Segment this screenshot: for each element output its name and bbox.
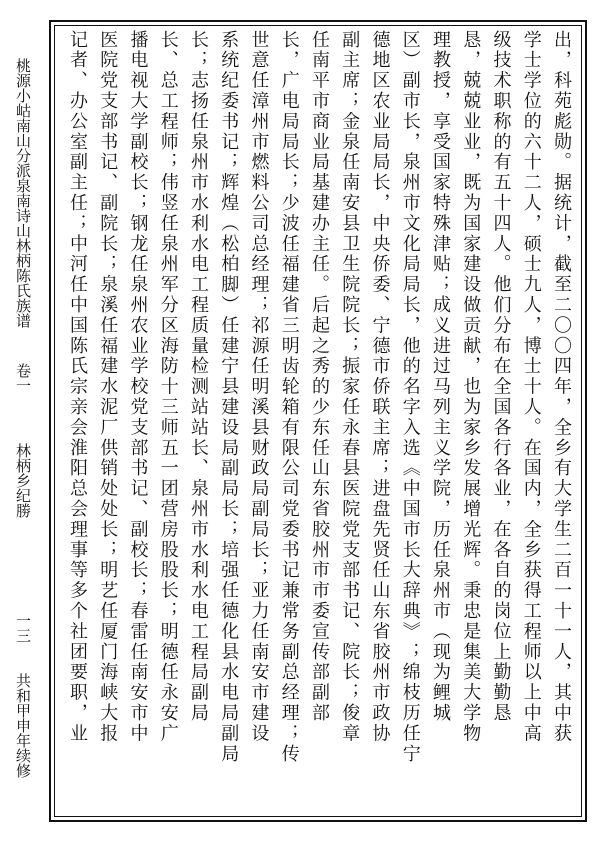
text-column-14: 长、总工程师；伟竖任泉州军分区海防十三师五一团营房股股长；明德任永安广	[157, 30, 179, 744]
edition-note: 共和甲申年续修	[14, 673, 32, 778]
text-column-3: 级技术职称的有五十四人。他们分布在全国各行各业，在各自的岗位上勤勤恳	[490, 30, 512, 724]
main-text	[62, 30, 576, 810]
text-column-8: 副主席；金泉任南安县卫生院院长；振家任永春县医院党支部书记、院长；俊章	[339, 30, 361, 744]
text-column-5: 理教授，享受国家特殊津贴；成义进过马列主义学院，历任泉州市（现为鲤城	[430, 30, 451, 724]
text-column-12: 系统纪委书记；辉煌（松柏脚）任建宁县建设局副局长；培强任德化县水电局副局	[218, 30, 240, 765]
text-column-10: 长，广电局局长；少波任福建省三明齿轮箱有限公司党委书记兼常务副总经理；传	[278, 30, 300, 765]
text-column-16: 医院党支部书记、副院长；泉溪任福建水泥厂供销处处长；明艺任厦门海峡大报	[97, 30, 119, 744]
text-column-9: 任南平市商业局基建办主任。后起之秀的少东任山东省胶州市市委宣传部副部	[309, 30, 330, 724]
book-title: 桃源小岵南山分派泉南诗山林柄陈氏族谱	[14, 58, 32, 328]
text-column-1: 出，科苑彪勋。据统计，截至二〇〇四年，全乡有大学生二百一十一人，其中获	[551, 30, 572, 744]
text-column-7: 德地区农业局局长，中央侨委、宁德市侨联主席；进盘先贤任山东省胶州市政协	[369, 30, 391, 744]
volume-label: 卷一	[14, 363, 32, 393]
side-margin	[8, 58, 38, 818]
text-column-15: 播电视大学副校长；钢龙任泉州农业学校党支部书记、副校长；春雷任南安市中	[127, 30, 149, 744]
text-column-6: 区）副市长，泉州市文化局局长，他的名字入选《中国市长大辞典》；绵枝历任宁	[399, 30, 421, 765]
page-number: 一三	[14, 613, 32, 643]
section-title: 林柄乡纪勝	[14, 443, 32, 518]
text-column-17: 记者、办公室副主任；中河任中国陈氏宗亲会淮阳总会理事等多个社团要职，业	[67, 30, 88, 744]
text-column-11: 世意任漳州市燃料公司总经理；祁源任明溪县财政局副局长；亚力任南安市建设	[248, 30, 270, 744]
text-column-13: 长；志扬任泉州市水利水电工程质量检测站站长、泉州市水利水电工程局副局	[188, 30, 209, 724]
text-column-2: 学士学位的六十二人，硕士九人，博士十人。在国内，全乡获得工程师以上中高	[520, 30, 542, 744]
text-column-4: 恳，兢兢业业，既为国家建设做贡献，也为家乡发展增光辉。秉忠是集美大学物	[460, 30, 482, 744]
